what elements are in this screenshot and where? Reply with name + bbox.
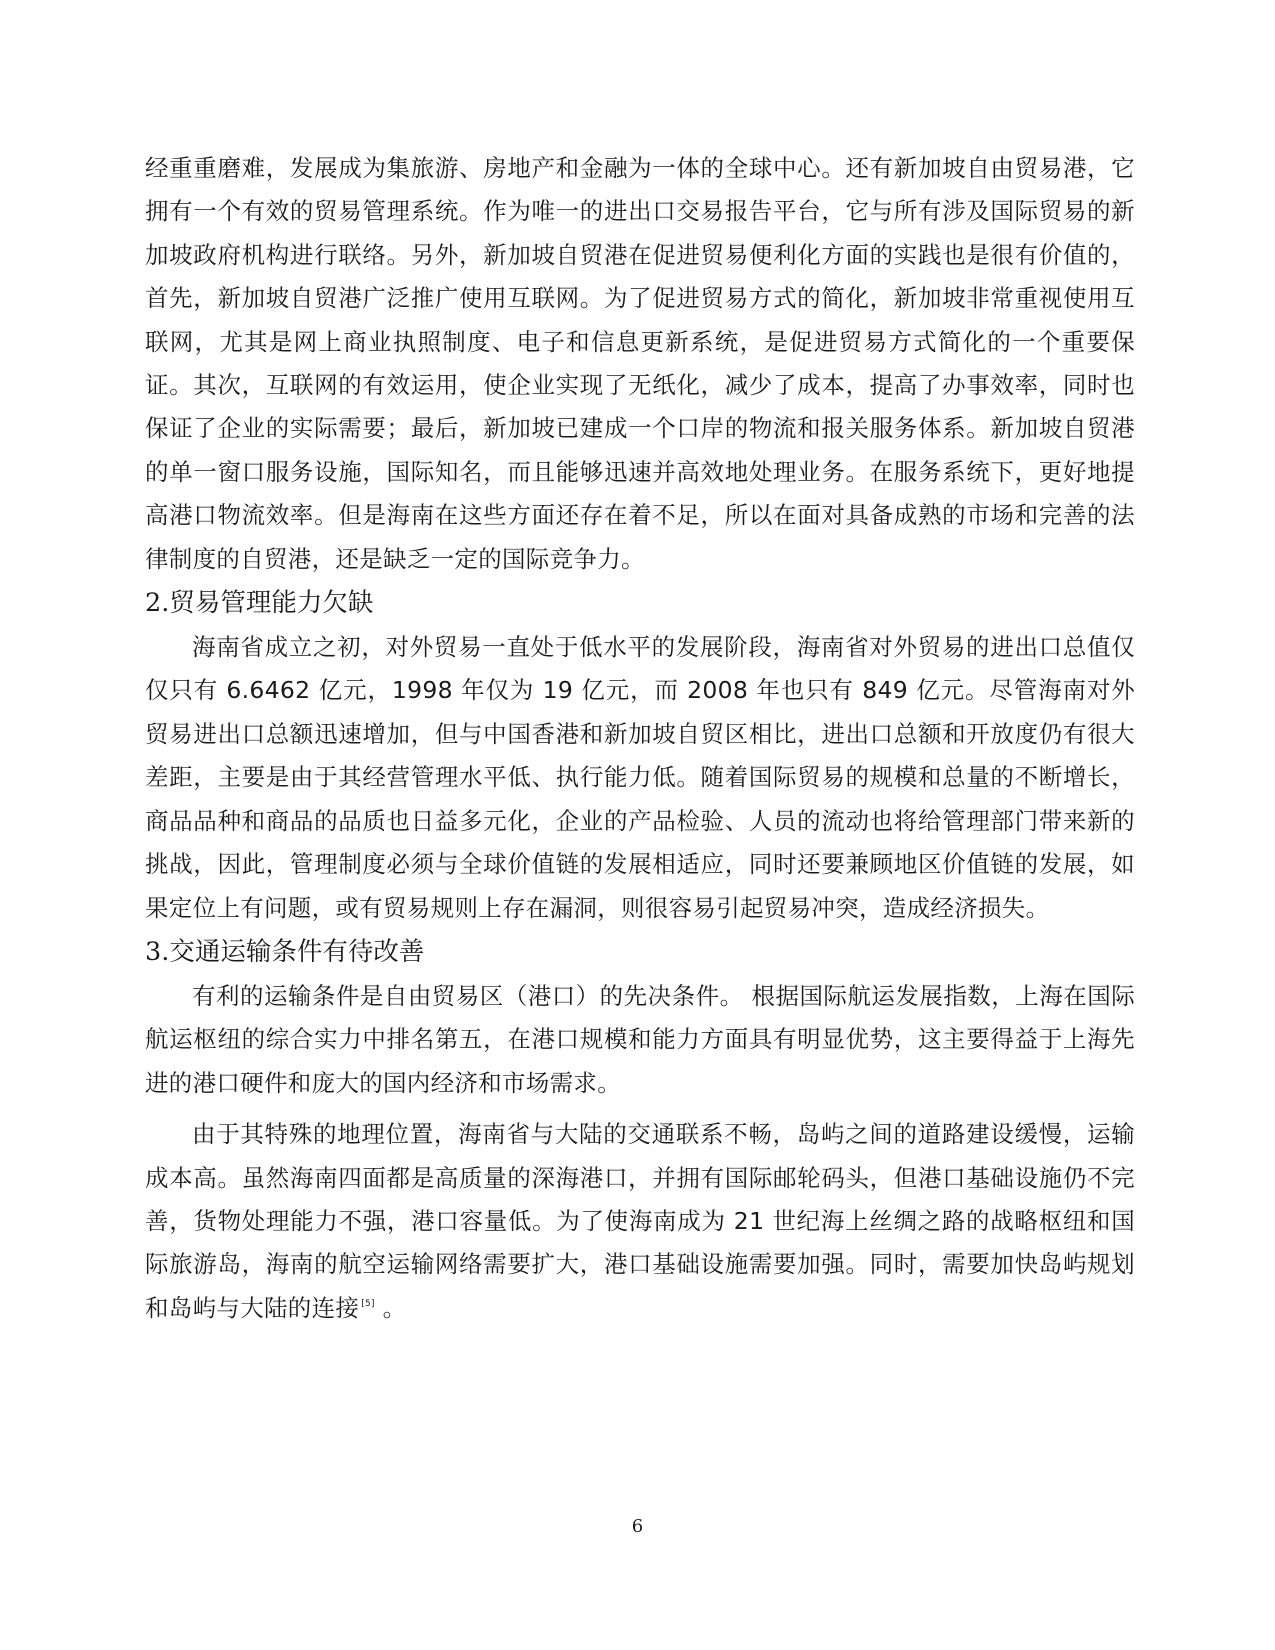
- paragraph-hainan-transport: [145, 1113, 1135, 1330]
- section-number: 2.: [145, 588, 170, 619]
- section-heading-trade-management: [145, 583, 1135, 623]
- document-body: [145, 147, 1135, 1330]
- citation-reference[interactable]: [5]: [361, 1298, 375, 1309]
- paragraph-shanghai-shipping: 有利的运输条件是自由贸易区（港口）的先决条件。 根据国际航运发展指数，上海在国际航运枢纽的综合实力中排名第五，在港口规模和能力方面具有明显优势，这主要得益于上海先进的港口硬件和庞大的国内经济和市场需求。: [145, 981, 1135, 1097]
- page-number: 6: [631, 1516, 644, 1537]
- paragraph-tail: 。: [374, 1293, 407, 1322]
- paragraph-singapore-free-trade-port: 经重重磨难，发展成为集旅游、房地产和金融为一体的全球中心。还有新加坡自由贸易港，它拥有一个有效的贸易管理系统。作为唯一的进出口交易报告平台，它与所有涉及国际贸易的新加坡政府机构进行联络。另外，新加坡自贸港在促进贸易便利化方面的实践也是很有价值的，首先，新加坡自贸港广泛推广使用互联网。为了促进贸易方式的简化，新加坡非常重视使用互联网，尤其是网上商业执照制度、电子和信息更新系统，是促进贸易方式简化的一个重要保证。其次，互联网的有效运用，使企业实现了无纸化，减少了成本，提高了办事效率，同时也保证了企业的实际需要；最后，新加坡已建成一个口岸的物流和报关服务体系。新加坡自贸港的单一窗口服务设施，国际知名，而且能够迅速并高效地处理业务。在服务系统下，更好地提高港口物流效率。但是海南在这些方面还存在着不足，所以在面对具备成熟的市场和完善的法律制度的自贸港，还是缺乏一定的国际竞争力。: [145, 154, 1135, 573]
- paragraph-trade-management: 海南省成立之初，对外贸易一直处于低水平的发展阶段，海南省对外贸易的进出口总值仅仅只有 6.6462 亿元，1998 年仅为 19 亿元，而 2008 年也只有 849 亿元。尽管海南对外贸易进出口总额迅速增加，但与中国香港和新加坡自贸区相比，进出口总额和开放度仍有很大差距，主要是由于其经营管理水平低、执行能力低。随着国际贸易的规模和总量的不断增长，商品品种和商品的品质也日益多元化，企业的产品检验、人员的流动也将给管理部门带来新的挑战，因此，管理制度必须与全球价值链的发展相适应，同时还要兼顾地区价值链的发展，如果定位上有问题，或有贸易规则上存在漏洞，则很容易引起贸易冲突，造成经济损失。: [145, 633, 1135, 922]
- paragraph-text: 由于其特殊的地理位置，海南省与大陆的交通联系不畅，岛屿之间的道路建设缓慢，运输成本高。虽然海南四面都是高质量的深海港口，并拥有国际邮轮码头，但港口基础设施仍不完善，货物处理能力不强，港口容量低。为了使海南成为 21 世纪海上丝绸之路的战略枢纽和国际旅游岛，海南的航空运输网络需要扩大，港口基础设施需要加强。同时，需要加快岛屿规划和岛屿与大陆的连接: [145, 1120, 1135, 1322]
- section-number: 3.: [145, 936, 170, 967]
- section-heading-transportation: [145, 932, 1135, 972]
- section-title: 交通运输条件有待改善: [169, 936, 425, 967]
- paragraph-spacer: [145, 1105, 1135, 1113]
- section-title: 贸易管理能力欠缺: [169, 588, 374, 619]
